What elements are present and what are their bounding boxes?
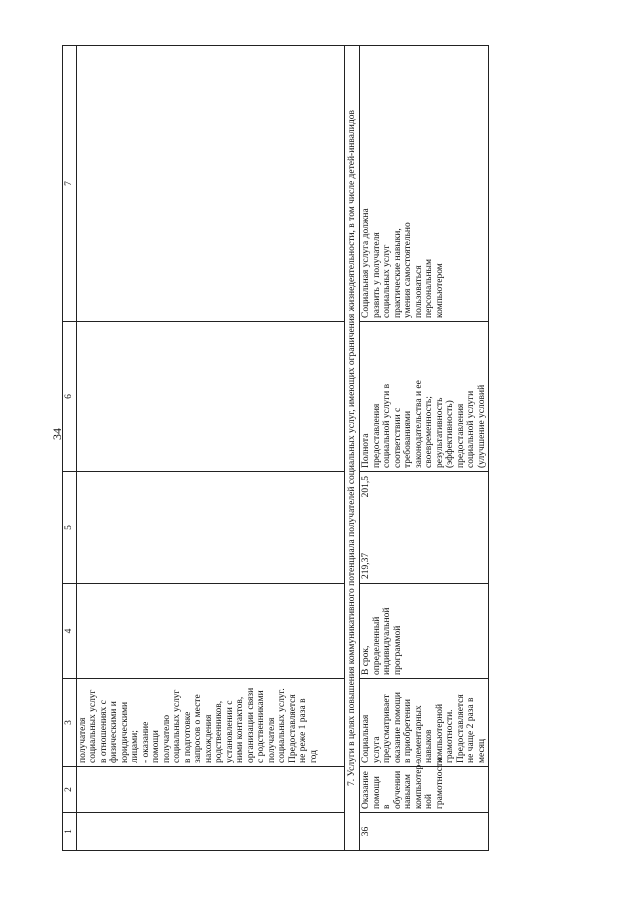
cont-col-7 [76, 46, 344, 322]
tariff-value-2: 201,5 [361, 476, 371, 498]
quality-indicators-cell [360, 322, 489, 472]
conditions: Социальная услуга должна развить у получателя социальных услуг практические навыки, умения самостоятельно пользоваться персональным компьютером [361, 208, 445, 318]
cont-description: получателя социальных услуг в отношениях с физическими и юридическими лицами; - оказание помощи получателю социальных услуг в подготовке запросов о месте нахождения родственников, установлении с ними контактов, организации связи с родственниками получателя социальных услуг. Предоставляется не реже 1 раза в год [77, 687, 319, 763]
service-name-cell [360, 757, 489, 813]
page-number: 34 [50, 428, 64, 440]
header-col-7: 7 [63, 46, 77, 322]
cont-col-1 [76, 813, 344, 851]
service-term: В срок, определенный индивидуальной программой [361, 607, 403, 675]
service-description-cell [360, 679, 489, 767]
row-number: 36 [360, 813, 489, 851]
header-row [63, 46, 77, 851]
quality-indicators: Полнота предоставления социальной услуги в соответствии с требованиями законодательства и ее своевременность; результативность (эффективность) предоставления социальной услуги (улучшение условий [361, 380, 487, 468]
cont-col-5 [76, 472, 344, 584]
cont-col-6 [76, 322, 344, 472]
header-col-5: 5 [63, 472, 77, 584]
table-row [360, 46, 489, 851]
header-col-4: 4 [63, 584, 77, 679]
service-description: Социальная услуга предусматривает оказание помощи в приобретении элементарных навыков компьютерной грамотности. Предоставляется не чаще 2 раза в месяц [361, 692, 487, 763]
service-term-cell [360, 584, 489, 679]
continuation-row [76, 46, 344, 851]
header-col-2: 2 [63, 767, 77, 813]
service-name: Оказание помощи в обучении навыкам компьютер- ной грамотности [361, 757, 445, 809]
header-col-3: 3 [63, 679, 77, 767]
cont-col-2 [76, 767, 344, 813]
rotated-table-container [62, 46, 487, 851]
section-title: 7. Услуги в целях повышения коммуникативного потенциала получателей социальных услуг, имеющих ограничения жизнедеятельности, в том числе детей-инвалидов [344, 46, 360, 851]
header-col-6: 6 [63, 322, 77, 472]
conditions-cell [360, 46, 489, 322]
tariff-value-1: 219,37 [361, 552, 371, 579]
header-col-1: 1 [63, 813, 77, 851]
services-table [62, 45, 489, 851]
cont-col-4 [76, 584, 344, 679]
cont-col-3 [76, 679, 344, 767]
section-row [344, 46, 360, 851]
tariff-cell [360, 472, 489, 584]
